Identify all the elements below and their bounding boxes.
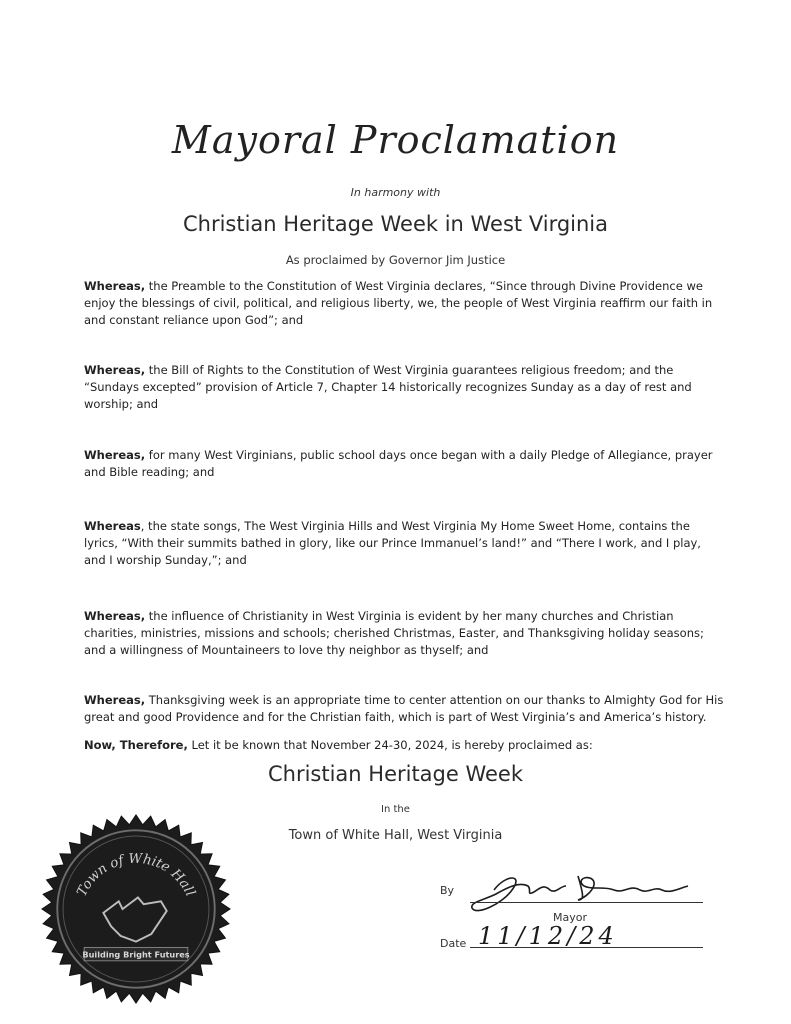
paragraph-text: the Bill of Rights to the Constitution of West Virginia guarantees religious freedom; and the “Sundays excepted” provision of Article 7, Chapter 14 historically recognizes Sunday as a day of rest and worship; and [84,363,692,411]
harmony-line: In harmony with [350,186,441,199]
whereas-paragraph-1 [84,278,724,329]
whereas-paragraph-5 [84,608,724,659]
paragraph-text: , the state songs, The West Virginia Hills and West Virginia My Home Sweet Home, contains the lyrics, “With their summits bathed in glory, like our Prince Immanuel’s land!” and “There I work, and I play, and I worship Sunday,”; and [84,519,701,567]
paragraph-text: for many West Virginians, public school days once began with a daily Pledge of Allegiance, prayer and Bible reading; and [84,448,713,479]
in-the-label: In the [381,804,410,815]
paragraph-lead: Now, Therefore, [84,738,188,752]
proclaimed-week-title: Christian Heritage Week [267,762,524,786]
date-label: Date [440,937,467,950]
town-name: Town of White Hall, West Virginia [288,828,503,843]
paragraph-text: the influence of Christianity in West Virginia is evident by her many churches and Christian charities, ministries, missions and schools; cherished Christmas, Easter, and Thanksgiving holiday seasons; and a willingness of Mountaineers to love thy neighbor as thyself; and [84,609,704,657]
main-heading: Christian Heritage Week in West Virginia [182,212,609,236]
paragraph-lead: Whereas, [84,279,146,293]
whereas-paragraph-4 [84,518,724,569]
paragraph-text: the Preamble to the Constitution of West Virginia declares, “Since through Divine Providence we enjoy the blessings of civil, political, and religious liberty, we, the people of West Virginia reaffirm our faith in and constant reliance upon God”; and [84,279,713,327]
handwritten-date: 11/12/24 [478,922,618,950]
by-label: By [440,884,455,897]
mayor-label: Mayor [553,911,587,924]
paragraph-text: Thanksgiving week is an appropriate time to center attention on our thanks to Almighty God for His great and good Providence and for the Christian faith, which is part of West Virginia’s and America’s history. [84,693,724,724]
paragraph-lead: Whereas, [84,609,146,623]
paragraph-lead: Whereas, [84,363,146,377]
whereas-paragraph-2 [84,362,724,413]
paragraph-lead: Whereas [84,519,141,533]
proclaimed-by-line: As proclaimed by Governor Jim Justice [285,253,506,267]
paragraph-lead: Whereas, [84,693,146,707]
town-seal [40,813,232,1005]
date-line [470,947,703,948]
now-therefore-paragraph [84,737,724,754]
paragraph-lead: Whereas, [84,448,146,462]
whereas-paragraph-6 [84,692,724,726]
whereas-paragraph-3 [84,447,724,481]
document-title: Mayoral Proclamation [171,118,620,162]
seal-text: Town of White Hall [74,851,198,899]
signature-line [470,902,703,903]
paragraph-text: Let it be known that November 24-30, 2024, is hereby proclaimed as: [187,738,593,752]
seal-motto: Building Bright Futures [82,949,190,960]
